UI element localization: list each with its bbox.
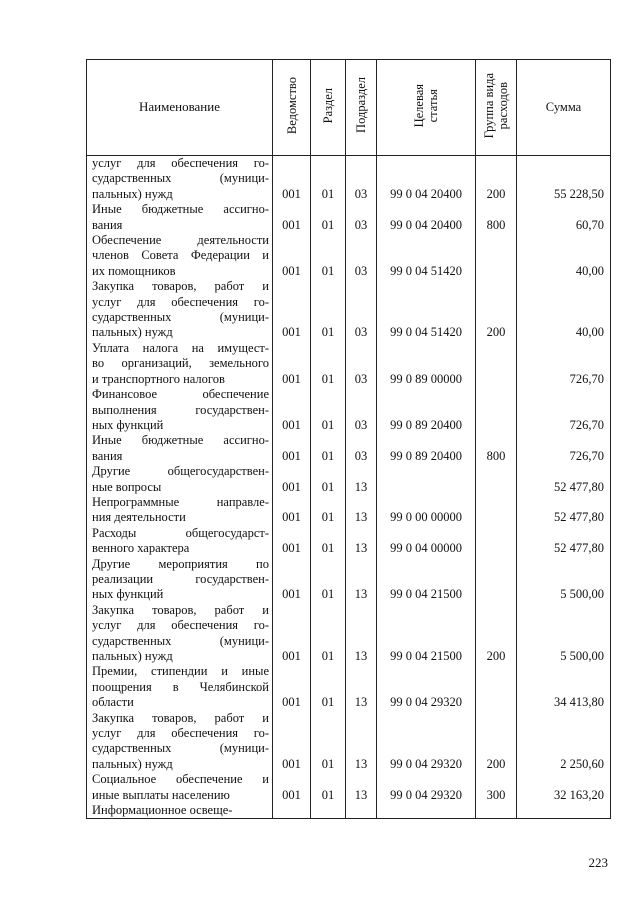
table-row: [87, 495, 611, 526]
row-department: 001: [273, 341, 311, 387]
row-subsection: 13: [346, 603, 377, 665]
row-department: 001: [273, 557, 311, 603]
row-section: 01: [311, 156, 346, 203]
row-section: 01: [311, 557, 346, 603]
row-sum: 5 500,00: [517, 557, 611, 603]
row-name-line: пальных) нужд: [92, 649, 173, 663]
row-sum: 32 163,20: [517, 772, 611, 803]
row-name-line: Уплата налога на имущест-: [92, 340, 269, 355]
row-department: 001: [273, 202, 311, 233]
header-sum: Сумма: [517, 60, 611, 156]
row-name-line: Закупка товаров, работ и: [92, 602, 269, 617]
row-name-line: Иные бюджетные ассигно-: [92, 202, 269, 217]
row-name-line: ных функций: [92, 417, 164, 432]
header-department: Ведомство: [273, 60, 311, 156]
row-target-article: 99 0 04 20400: [377, 156, 476, 203]
row-name: [87, 156, 273, 203]
row-name-line: услуг для обеспечения го-: [92, 156, 269, 170]
row-department: 001: [273, 233, 311, 279]
row-name-line: Обеспечение деятельности: [92, 233, 269, 248]
row-name: [87, 202, 273, 233]
row-name-line: пальных) нужд: [92, 186, 173, 201]
row-name-line: ния деятельности: [92, 510, 186, 525]
row-name-line: вания: [92, 217, 123, 232]
row-expense-group: 200: [476, 711, 517, 773]
row-name-line: услуг для обеспечения го-: [92, 726, 269, 741]
row-target-article: 99 0 89 00000: [377, 341, 476, 387]
row-name-line: Непрограммные направле-: [92, 494, 269, 509]
row-expense-group: [476, 664, 517, 710]
row-name-line: Другие общегосударствен-: [92, 464, 269, 479]
row-name-line: Расходы общегосударст-: [92, 525, 269, 540]
row-subsection: 13: [346, 557, 377, 603]
row-department: 001: [273, 711, 311, 773]
row-department: 001: [273, 526, 311, 557]
row-expense-group: 200: [476, 279, 517, 341]
row-name: [87, 279, 273, 341]
row-name: [87, 803, 273, 819]
row-target-article: 99 0 04 29320: [377, 664, 476, 710]
row-name-line: поощрения в Челябинской: [92, 679, 269, 694]
row-department: 001: [273, 495, 311, 526]
table-row: [87, 341, 611, 387]
row-target-article: 99 0 04 51420: [377, 279, 476, 341]
row-subsection: 13: [346, 664, 377, 710]
row-sum: 726,70: [517, 341, 611, 387]
row-name: [87, 495, 273, 526]
row-expense-group: 800: [476, 202, 517, 233]
row-sum: 5 500,00: [517, 603, 611, 665]
row-subsection: 03: [346, 387, 377, 433]
row-subsection: 13: [346, 772, 377, 803]
row-name-line: Информационное освеще-: [92, 803, 233, 818]
row-subsection: 13: [346, 495, 377, 526]
row-sum: 40,00: [517, 233, 611, 279]
table-row: [87, 711, 611, 773]
row-target-article: [377, 803, 476, 819]
row-section: 01: [311, 433, 346, 464]
row-section: 01: [311, 664, 346, 710]
table-row: [87, 603, 611, 665]
header-expense-group: Группа вида расходов: [476, 60, 517, 156]
row-target-article: 99 0 04 29320: [377, 772, 476, 803]
row-name: [87, 772, 273, 803]
row-sum: 34 413,80: [517, 664, 611, 710]
table-row: [87, 387, 611, 433]
row-expense-group: [476, 803, 517, 819]
row-section: 01: [311, 387, 346, 433]
table-row: [87, 279, 611, 341]
row-section: 01: [311, 464, 346, 495]
row-name-line: услуг для обеспечения го-: [92, 618, 269, 633]
row-name-line: Закупка товаров, работ и: [92, 279, 269, 294]
row-expense-group: 200: [476, 603, 517, 665]
row-section: 01: [311, 495, 346, 526]
row-name-line: сударственных (муници-: [92, 633, 269, 648]
row-name-line: сударственных (муници-: [92, 310, 269, 325]
row-name-line: членов Совета Федерации и: [92, 248, 269, 263]
row-expense-group: [476, 557, 517, 603]
row-name-line: Социальное обеспечение и: [92, 772, 269, 787]
row-target-article: 99 0 04 21500: [377, 603, 476, 665]
row-expense-group: [476, 495, 517, 526]
row-subsection: 13: [346, 526, 377, 557]
budget-table: [86, 59, 611, 819]
row-section: 01: [311, 711, 346, 773]
row-name-line: реализации государствен-: [92, 571, 269, 586]
row-sum: 2 250,60: [517, 711, 611, 773]
row-name: [87, 526, 273, 557]
row-section: 01: [311, 202, 346, 233]
row-name-line: услуг для обеспечения го-: [92, 294, 269, 309]
table-row: [87, 202, 611, 233]
page-number: 223: [588, 855, 608, 870]
row-name: [87, 603, 273, 665]
row-target-article: 99 0 04 51420: [377, 233, 476, 279]
table-row: [87, 803, 611, 819]
row-department: 001: [273, 664, 311, 710]
row-name-line: Финансовое обеспечение: [92, 387, 269, 402]
row-name: [87, 233, 273, 279]
row-department: [273, 803, 311, 819]
row-subsection: 03: [346, 341, 377, 387]
row-department: 001: [273, 279, 311, 341]
row-name: [87, 711, 273, 773]
row-section: 01: [311, 233, 346, 279]
header-name: Наименование: [87, 60, 273, 156]
row-subsection: 03: [346, 202, 377, 233]
row-expense-group: [476, 526, 517, 557]
row-section: 01: [311, 526, 346, 557]
row-name-line: сударственных (муници-: [92, 741, 269, 756]
row-subsection: 03: [346, 279, 377, 341]
row-sum: 726,70: [517, 387, 611, 433]
row-expense-group: 800: [476, 433, 517, 464]
row-name: [87, 387, 273, 433]
table-body: [87, 156, 611, 819]
table-header-row: [87, 60, 611, 156]
header-target-article: Целевая статья: [377, 60, 476, 156]
header-subsection: Подраздел: [346, 60, 377, 156]
row-expense-group: [476, 464, 517, 495]
row-name-line: Закупка товаров, работ и: [92, 710, 269, 725]
row-name: [87, 464, 273, 495]
row-target-article: 99 0 00 00000: [377, 495, 476, 526]
row-sum: 52 477,80: [517, 464, 611, 495]
row-name-line: их помощников: [92, 263, 176, 278]
row-section: [311, 803, 346, 819]
row-target-article: 99 0 89 20400: [377, 433, 476, 464]
row-subsection: 13: [346, 464, 377, 495]
row-name-line: ные вопросы: [92, 479, 162, 494]
row-name-line: во организаций, земельного: [92, 356, 269, 371]
table-row: [87, 464, 611, 495]
table-row: [87, 526, 611, 557]
row-target-article: 99 0 04 21500: [377, 557, 476, 603]
row-name: [87, 557, 273, 603]
row-expense-group: [476, 387, 517, 433]
table-row: [87, 156, 611, 203]
row-sum: 52 477,80: [517, 495, 611, 526]
header-section: Раздел: [311, 60, 346, 156]
row-department: 001: [273, 603, 311, 665]
row-name-line: области: [92, 695, 134, 710]
row-name: [87, 664, 273, 710]
table-row: [87, 772, 611, 803]
row-name-line: Другие мероприятия по: [92, 556, 269, 571]
row-target-article: 99 0 89 20400: [377, 387, 476, 433]
row-name: [87, 341, 273, 387]
row-name-line: сударственных (муници-: [92, 171, 269, 186]
row-subsection: 03: [346, 433, 377, 464]
row-section: 01: [311, 603, 346, 665]
table-row: [87, 433, 611, 464]
row-name-line: пальных) нужд: [92, 756, 173, 771]
row-name-line: иные выплаты населению: [92, 787, 230, 802]
row-name: [87, 433, 273, 464]
row-expense-group: 300: [476, 772, 517, 803]
row-target-article: 99 0 04 00000: [377, 526, 476, 557]
row-section: 01: [311, 279, 346, 341]
row-expense-group: [476, 233, 517, 279]
row-expense-group: [476, 341, 517, 387]
row-name-line: пальных) нужд: [92, 325, 173, 340]
table-row: [87, 557, 611, 603]
table-row: [87, 664, 611, 710]
row-subsection: 13: [346, 711, 377, 773]
row-name-line: вания: [92, 448, 123, 463]
row-name-line: ных функций: [92, 587, 164, 602]
row-department: 001: [273, 433, 311, 464]
row-sum: [517, 803, 611, 819]
row-name-line: и транспортного налогов: [92, 371, 225, 386]
row-name-line: Иные бюджетные ассигно-: [92, 433, 269, 448]
row-department: 001: [273, 464, 311, 495]
row-department: 001: [273, 772, 311, 803]
row-target-article: 99 0 04 20400: [377, 202, 476, 233]
row-expense-group: 200: [476, 156, 517, 203]
row-department: 001: [273, 156, 311, 203]
row-department: 001: [273, 387, 311, 433]
row-name-line: Премии, стипендии и иные: [92, 664, 269, 679]
row-sum: 55 228,50: [517, 156, 611, 203]
row-section: 01: [311, 772, 346, 803]
row-subsection: [346, 803, 377, 819]
row-target-article: 99 0 04 29320: [377, 711, 476, 773]
row-sum: 52 477,80: [517, 526, 611, 557]
row-subsection: 03: [346, 156, 377, 203]
row-sum: 726,70: [517, 433, 611, 464]
row-subsection: 03: [346, 233, 377, 279]
row-sum: 60,70: [517, 202, 611, 233]
row-name-line: венного характера: [92, 541, 190, 556]
table-row: [87, 233, 611, 279]
row-target-article: [377, 464, 476, 495]
row-name-line: выполнения государствен-: [92, 402, 269, 417]
row-section: 01: [311, 341, 346, 387]
row-sum: 40,00: [517, 279, 611, 341]
